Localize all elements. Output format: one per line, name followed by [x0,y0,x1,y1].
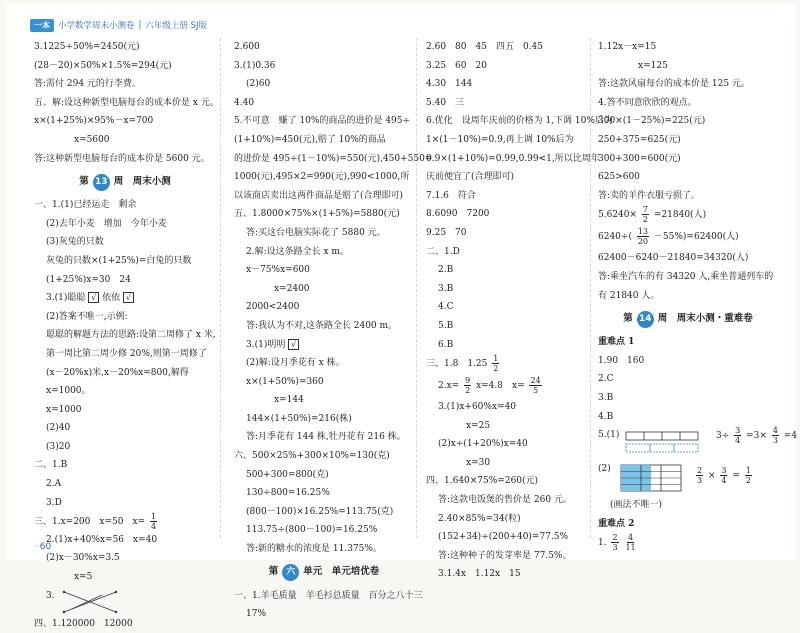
answer-line: 4.30 144 [426,79,473,90]
heading-title: 周 周末小测・重难卷 [657,312,753,324]
answer-line [598,533,778,555]
answer-line: 4.B [598,411,614,422]
answer-line [598,205,778,227]
answer-line: 四、1.640×75%=260(元) [426,476,539,487]
numerator: 4 [627,533,634,543]
denominator: 4 [150,522,157,532]
answer-line: 二、1.B [34,460,68,471]
answer-line: 以该商店卖出这两件商品是赔了(合理即可) [234,190,404,201]
answer-column-4 [598,38,798,553]
answer-line: 答:买这台电脑实际花了 5880 元。 [246,227,386,238]
answer-line [598,426,798,460]
answer-line: 300×(1－25%)=225(元) [598,116,706,127]
answer-text: 5.(1) [598,430,620,441]
answer-text: 5.6240× [598,210,638,221]
answer-text: 3. [46,590,55,601]
numerator: 13 [637,227,649,237]
denominator: 11 [625,543,636,553]
fraction [492,354,499,373]
answer-line: 1×(1－10%)=0.9,再上调 10%后为 [426,134,574,145]
answer-line: x=1000 [46,404,82,415]
denominator: 2 [493,364,499,374]
answer-line: (152+34)÷(200+40)=77.5% [438,532,569,543]
answer-line: (x－20%x)米,x－20%x=800,解得 [46,367,189,378]
denominator: 20 [637,237,649,247]
answer-column-2 [234,38,433,620]
answer-line: (2)x÷(1+20%)x=40 [438,439,528,450]
answer-line: (2)40 [46,423,71,434]
answer-line: 3.D [46,497,62,508]
answer-line: 重难点 1 [598,337,635,348]
answer-line: 3.(1)x+60%x=40 [438,402,517,413]
answer-line: x－75%x=600 [246,265,310,276]
header-separator: | [138,20,142,30]
answer-line: x=5 [74,572,93,583]
denominator: 3 [697,476,703,486]
answer-line: 第一周比第二周少修 20%,则第一周修了 [46,348,207,359]
answer-line: 答:需付 294 元的行李费。 [34,79,141,90]
numerator: 3 [721,466,727,476]
answer-line: 重难点 2 [598,518,635,529]
answer-text: 2.x= [438,381,460,392]
answer-line: 1.90 160 [598,355,645,366]
answer-line: 答:这种种子的发芽率是 77.5%。 [438,550,572,561]
answer-line: 3.1225÷50%=2450(元) [34,42,140,52]
answer-line: 的进价是 495÷(1－10%)=550(元),450+550= [234,153,433,164]
brand-logo: 一本 [30,19,54,32]
answer-line: 1.12x－x=15 [598,42,657,52]
answer-line: 有 21840 人。 [598,290,660,301]
fraction [734,426,741,445]
section-heading-week-13 [34,170,216,194]
answer-line: (3)灰兔的只数 [46,237,104,248]
unit-number-badge: 六 [282,564,299,581]
denominator: 4 [735,436,741,446]
answer-line: 625>600 [598,172,640,183]
answer-line: 答:卖的羊件衣服亏损了。 [598,190,701,201]
answer-line: 2.600 [234,42,260,52]
answer-line [598,227,778,249]
area-model-figure [620,464,684,492]
heading-title: 周 周末小测 [113,175,171,187]
answer-line: 3.25 60 20 [426,60,487,71]
answer-line [34,512,216,531]
answer-line: 5.40 三 [426,97,465,108]
answer-line: 250+375=625(元) [598,134,681,145]
book-title: 小学数学周末小测卷 [58,21,135,31]
answer-line: (3)20 [46,441,71,452]
denominator: 2 [465,386,471,396]
answer-text: 三、1.x=200 x=50 x= [34,517,146,528]
column-divider [416,38,417,538]
page [6,4,798,629]
answer-line [34,587,216,615]
page-number: ·· 60 [34,542,51,552]
page-header [30,17,207,33]
answer-line: 3.B [438,283,454,294]
answer-line: (1+25%)x=30 24 [46,274,131,285]
answer-line: 3.B [598,392,614,403]
answer-line: x=144 [274,395,304,406]
answer-line: x=5600 [74,134,110,145]
answer-line: x=2400 [274,283,310,294]
heading-prefix: 第 [623,312,633,324]
answer-line: 4.答不同意欣欣的观点。 [598,97,697,108]
answer-line: 500+300=800(克) [246,469,329,480]
denominator: 4 [721,476,727,486]
answer-text: 6240÷( [598,232,632,243]
grade-label: 六年级上册 SJ版 [145,21,207,31]
fraction [150,512,157,531]
answer-line: 一、1.羊毛质量 羊毛衫总质量 百分之八十三 [234,590,423,601]
fraction [642,205,649,224]
answer-text: =21840(人) [653,210,707,221]
check-box: √ [88,292,99,303]
heading-prefix: 第 [79,175,89,187]
answer-line: 113.75÷(800－100)=16.25% [246,525,378,536]
answer-line: (画法不唯一) [610,500,663,511]
answer-text: × [707,471,716,482]
denominator: 2 [642,215,649,225]
answer-line [426,376,604,398]
fraction [696,466,703,485]
heading-prefix: 第 [268,566,279,578]
answer-line: 4.C [438,302,454,313]
answer-line: 6.B [438,339,454,350]
answer-line: 3.(1)0.36 [234,60,276,71]
denominator: 3 [772,436,778,446]
answer-text: 3.(1)明明 [246,339,286,350]
answer-text: = [732,471,740,482]
answer-line: 7.1.6 符合 [426,190,476,201]
fraction [611,533,618,552]
answer-line: x=25 [466,420,491,431]
answer-text: 三、1.8 1.25 [426,359,488,370]
answer-line: 130÷800=16.25% [246,488,330,499]
answer-text: (2) [598,464,611,475]
answer-line: 答:我认为不对,这条路全长 2400 m。 [246,320,398,331]
answer-line: 144×(1+50%)=216(株) [246,413,352,424]
answer-line: x=30 [466,457,491,468]
section-heading-week-14 [598,307,778,331]
answer-line: x=1000。 [46,386,91,397]
answer-line: 四、1.120000 12000 [34,618,133,629]
numerator: 3 [735,426,741,436]
numerator: 9 [465,376,471,386]
fraction [529,376,541,395]
fraction [637,227,649,246]
answer-line: 5.B [438,320,454,331]
answer-line: 答:新的糖水的浓度是 11.375%。 [246,544,382,555]
answer-line: 2.B [438,265,454,276]
answer-line: (2)60 [246,79,271,90]
answer-line: 聪聪的解题方法的思路:设第二周修了 x 米, [46,330,216,341]
answer-line [34,289,216,308]
answer-line: 2.A [46,479,62,490]
answer-line: 六、500×25%+300×10%=130(克) [234,451,390,462]
answer-line: x×(1+50%)=360 [246,376,324,387]
answer-line: 答:这款电饭煲的售价是 260 元。 [438,495,572,506]
answer-line: 2.60 80 45 四五 0.45 [426,42,543,52]
answer-line: 答:乘坐汽车的有 34320 人,乘坐普通列车的 [598,271,774,282]
answer-line: 答:月季花有 144 株,牡丹花有 216 株。 [246,432,406,443]
answer-text: =3× [746,431,767,442]
numerator: 1 [150,512,157,522]
answer-line: 一、1.(1)已经运走 剩余 [34,200,137,211]
answer-text: x=4.8 x= [476,381,525,392]
answer-line: 2.40×85%=34(粒) [438,513,521,524]
answer-text: 3.(1)聪聪 [46,293,86,304]
column-divider [220,38,221,538]
answer-line: 8.6090 7200 [426,209,490,220]
answer-line: (2)去年小麦 增加 今年小麦 [46,218,167,229]
answer-line: 0.9×(1+10%)=0.99,0.99<1,所以比周年 [426,153,600,164]
fraction [720,466,727,485]
answer-line: 62400－6240－21840=34320(人) [598,253,749,264]
equation [694,466,754,486]
answer-line: 9.25 70 [426,227,467,238]
denominator: 3 [612,543,618,553]
answer-line: 二、1.D [426,246,460,257]
check-box: √ [123,292,134,303]
answer-line: 答:这种新型电脑每台的成本价是 5600 元。 [34,153,210,164]
fraction [745,466,752,485]
answer-line: 5.不可意 赚了 10%的商品的进价是 495÷ [234,116,411,127]
week-number-badge: 14 [637,311,654,328]
section-heading-unit-6 [234,561,414,585]
matching-lines-figure [62,589,118,615]
answer-line: (2)x－30%x=3.5 [46,553,120,564]
answer-line: (2)答案不唯一,示例: [46,311,128,322]
answer-line: (2)解:设月季花有 x 株。 [246,358,345,369]
answer-text: －55%)=62400(人) [653,232,739,243]
fraction [625,533,635,552]
answer-line [234,336,414,355]
numerator: 2 [612,533,618,543]
answer-line: 17% [246,609,267,620]
numerator: 2 [697,466,703,476]
week-number-badge: 13 [93,174,110,191]
answer-line: (28－20)×50%×1.5%=294(元) [34,60,172,71]
answer-line: 答:这款风扇每台的成本价是 125 元。 [598,79,750,90]
answer-text: 1. [598,538,607,549]
heading-title: 单元 单元培优卷 [303,566,380,578]
answer-line: 3.1.4x 1.12x 15 [438,569,521,580]
answer-column-1 [34,38,219,629]
numerator: 24 [530,376,541,386]
answer-line: 灰兔的只数×(1+25%)=白兔的只数 [46,255,192,266]
answer-line [426,354,604,376]
numerator: 1 [493,354,499,364]
check-box: √ [288,339,299,350]
answer-line: 庆前便宜了(合理即可) [426,172,515,183]
answer-line: 4.40 [234,97,255,108]
answer-text: =4 [783,431,798,442]
answer-text: 依依 [102,293,121,304]
answer-line: 300+300=600(元) [598,153,681,164]
answer-line: 2000<2400 [246,302,300,313]
equation [716,426,797,446]
answer-line [598,460,778,496]
answer-line: x×(1+25%)×95%－x=700 [34,116,154,127]
answer-line: 6.优化 设周年庆前的价格为 1,下调 10%后为 [426,116,613,127]
answer-line: (800－100)×16.25%=113.75(克) [246,506,394,517]
numerator: 1 [745,466,751,476]
denominator: 2 [745,476,751,486]
answer-line: 五、解:设这种新型电脑每台的成本价是 x 元。 [34,97,219,108]
answer-line: x=125 [638,60,668,71]
answer-line: 2.解:设这条路全长 x m。 [246,246,349,257]
answer-line: 2.C [598,374,614,385]
fraction-bar-figure [624,428,704,458]
answer-line: 1000(元),495×2=990(元),990<1000,所 [234,172,410,183]
numerator: 4 [772,426,778,436]
answer-line: 五、1.8000×75%×(1+5%)=5880(元) [234,209,400,220]
fraction [464,376,471,395]
answer-line: (1+10%)=450(元),赔了 10%的商品 [234,134,386,145]
numerator: 7 [642,205,649,215]
fraction [772,426,779,445]
denominator: 5 [533,386,539,396]
answer-text: 3÷ [716,431,730,442]
answer-line: 2.(1)x+40%x=56 x=40 [46,534,158,545]
